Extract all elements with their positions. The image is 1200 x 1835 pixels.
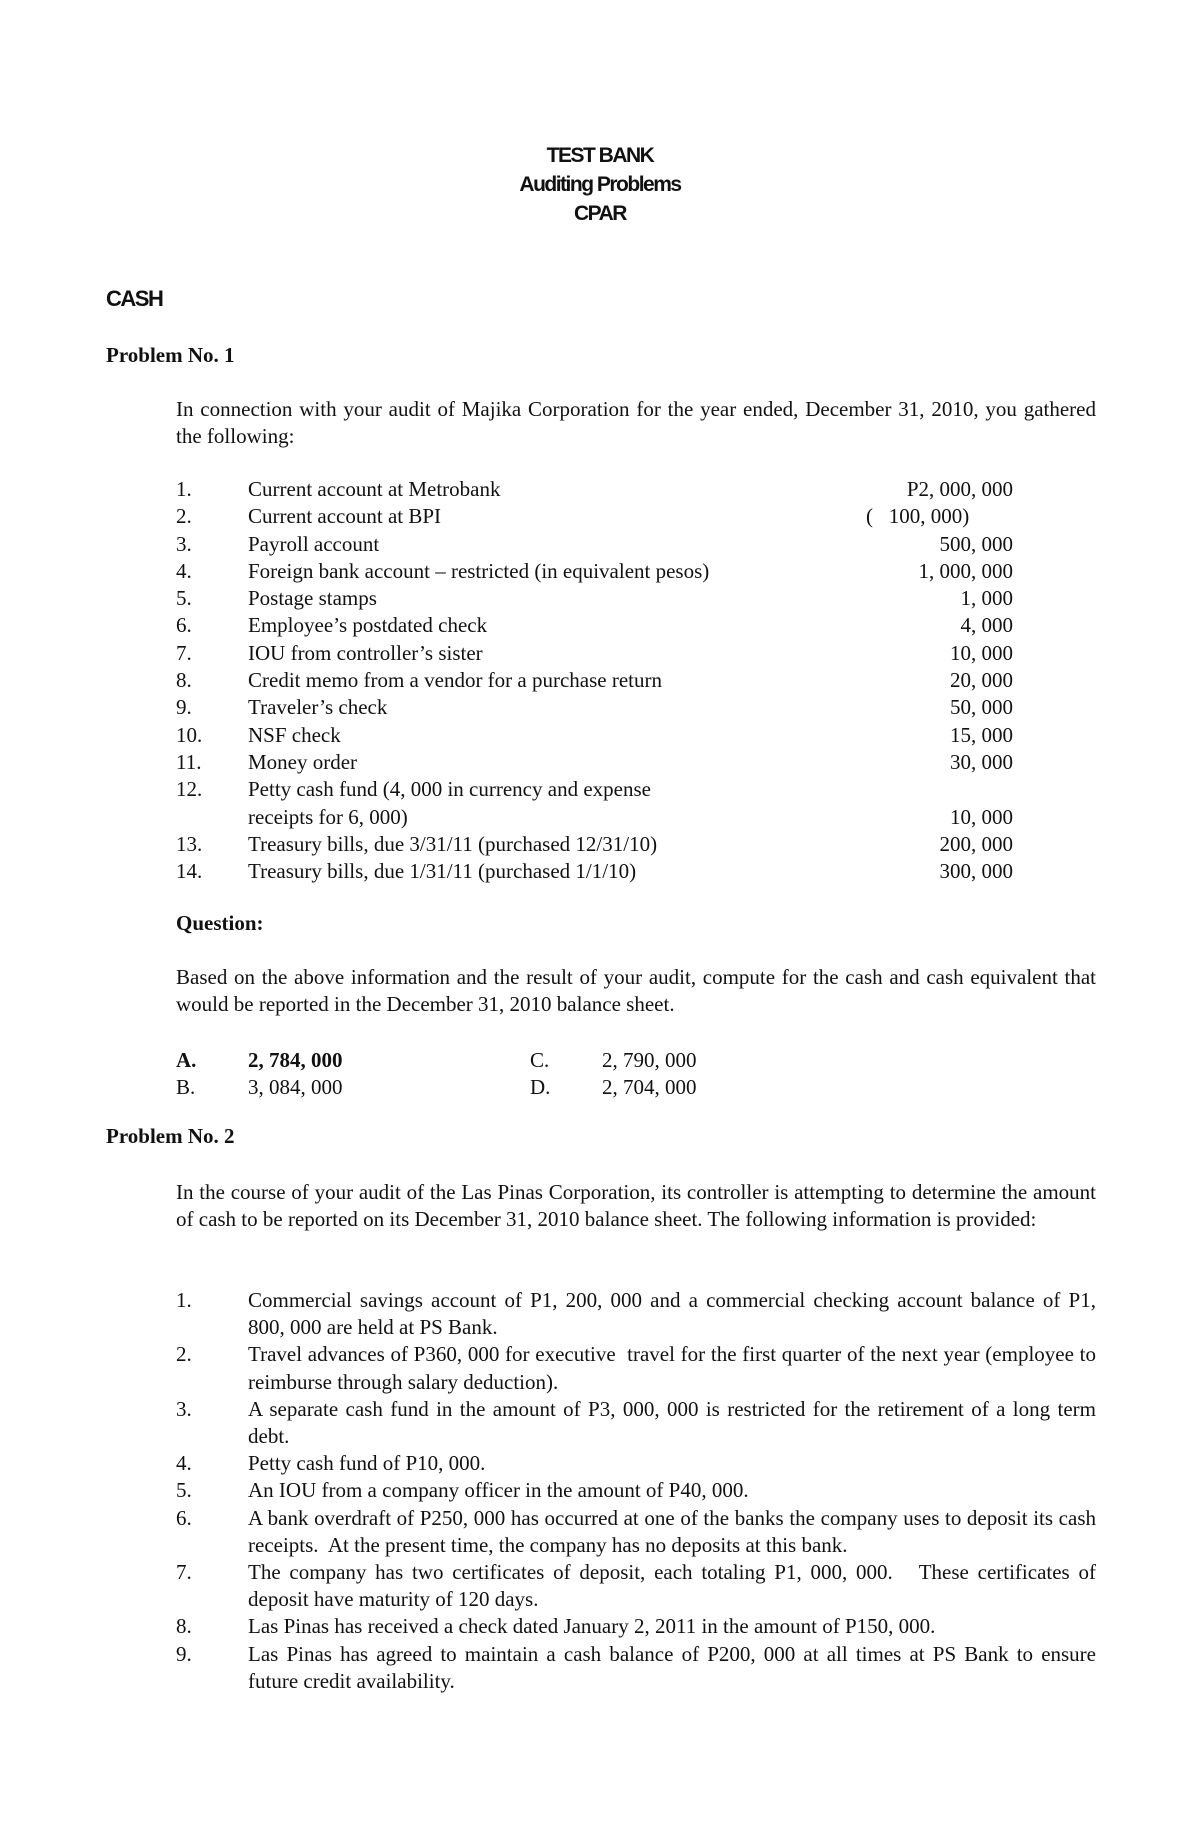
item-text: The company has two certificates of deposit, each totaling P1, 000, 000. These certificates of deposit have maturity of 120 days. xyxy=(248,1560,1102,1612)
list-item xyxy=(176,722,1096,749)
item-description: IOU from controller’s sister xyxy=(248,640,483,665)
choice-a-value: 2, 784, 000 xyxy=(248,1048,343,1072)
item-text: Travel advances of P360, 000 for executive travel for the first quarter of the next year (employee to reimburse through salary deduction). xyxy=(248,1342,1102,1394)
item-number xyxy=(176,804,248,831)
item-number: 12. xyxy=(176,777,203,802)
problem-1-intro: In connection with your audit of Majika Corporation for the year ended, December 31, 2010, you gathered the following: xyxy=(176,397,1096,448)
item-description: Payroll account xyxy=(248,531,380,556)
item-number: 14. xyxy=(176,859,203,884)
choice-c-letter: C. xyxy=(530,1048,550,1072)
item-text: Commercial savings account of P1, 200, 000 and a commercial checking account balance of P1, 800, 000 are held at PS Bank. xyxy=(248,1288,1102,1340)
choice-row xyxy=(176,1074,884,1101)
list-item xyxy=(176,1477,1096,1504)
list-item xyxy=(176,585,1096,612)
item-number: 2. xyxy=(176,1342,192,1367)
item-number: 3. xyxy=(176,531,192,556)
item-description: Petty cash fund (4, 000 in currency and expense xyxy=(248,777,651,802)
item-description: Credit memo from a vendor for a purchase return xyxy=(248,668,663,693)
choice-d-letter: D. xyxy=(530,1075,551,1099)
item-description: Treasury bills, due 1/31/11 (purchased 1/1/10) xyxy=(248,859,637,884)
item-amount: 10, 000 xyxy=(950,804,1013,829)
item-number: 7. xyxy=(176,1560,192,1585)
item-description: Traveler’s check xyxy=(248,695,388,720)
item-number: 10. xyxy=(176,722,203,747)
list-item xyxy=(176,1505,1102,1559)
list-item xyxy=(176,1450,1096,1477)
choice-row xyxy=(176,1047,884,1074)
list-item xyxy=(176,858,1096,885)
list-item xyxy=(176,1641,1102,1695)
list-item xyxy=(176,1613,1096,1640)
item-amount: P2, 000, 000 xyxy=(906,477,1013,501)
choice-d-value: 2, 704, 000 xyxy=(602,1075,697,1099)
question-text: Based on the above information and the result of your audit, compute for the cash and cash equivalent that would be reported in the December 31, 2010 balance sheet. xyxy=(176,965,1096,1016)
choice-a-letter: A. xyxy=(176,1048,197,1072)
item-amount: 20, 000 xyxy=(950,668,1013,693)
item-number: 6. xyxy=(176,1505,192,1530)
item-number: 11. xyxy=(176,749,202,774)
item-description: Treasury bills, due 3/31/11 (purchased 12/31/10) xyxy=(248,831,658,856)
header-title: TEST BANK xyxy=(546,144,654,167)
item-amount: ( 100, 000) xyxy=(866,504,970,529)
choice-c-value: 2, 790, 000 xyxy=(602,1048,697,1072)
choice-b-letter: B. xyxy=(176,1075,196,1099)
item-description: Current account at BPI xyxy=(248,504,442,529)
item-text: Las Pinas has received a check dated January 2, 2011 in the amount of P150, 000. xyxy=(248,1614,936,1639)
list-item xyxy=(176,531,1096,558)
item-amount: 200, 000 xyxy=(939,831,1013,856)
problem-1-items xyxy=(176,476,1096,885)
item-amount: 1, 000 xyxy=(960,586,1013,611)
list-item xyxy=(176,640,1096,667)
item-amount: 30, 000 xyxy=(950,749,1013,774)
item-number: 5. xyxy=(176,586,192,611)
list-item xyxy=(176,804,1096,831)
list-item xyxy=(176,503,1096,530)
problem-2-title: Problem No. 2 xyxy=(106,1124,235,1148)
item-number: 7. xyxy=(176,640,192,665)
list-item xyxy=(176,1396,1102,1450)
problem-1-title: Problem No. 1 xyxy=(106,343,235,367)
item-amount: 4, 000 xyxy=(960,613,1013,638)
list-item xyxy=(176,694,1096,721)
question-label: Question: xyxy=(176,911,264,935)
item-text: A separate cash fund in the amount of P3, 000, 000 is restricted for the retirement of a long term debt. xyxy=(248,1396,1102,1449)
item-amount: 1, 000, 000 xyxy=(918,558,1013,583)
item-amount: 10, 000 xyxy=(950,640,1013,665)
item-number: 6. xyxy=(176,613,192,638)
list-item xyxy=(176,831,1096,858)
item-number: 5. xyxy=(176,1478,192,1503)
item-text: An IOU from a company officer in the amount of P40, 000. xyxy=(248,1478,749,1503)
problem-2-intro: In the course of your audit of the Las Pinas Corporation, its controller is attempting to determine the amount of cash to be reported on its December 31, 2010 balance sheet. The following information is provided: xyxy=(176,1180,1096,1231)
header-subtitle: Auditing Problems xyxy=(519,173,681,196)
item-number: 3. xyxy=(176,1396,192,1421)
item-number: 1. xyxy=(176,1288,192,1312)
item-number: 13. xyxy=(176,831,203,856)
item-number: 9. xyxy=(176,1641,192,1666)
item-text: Petty cash fund of P10, 000. xyxy=(248,1451,486,1476)
problem-2-items xyxy=(176,1287,1102,1695)
item-amount: 50, 000 xyxy=(950,695,1013,720)
item-number: 9. xyxy=(176,695,192,720)
item-description: Foreign bank account – restricted (in equivalent pesos) xyxy=(248,558,710,583)
item-amount: 15, 000 xyxy=(950,722,1013,747)
list-item xyxy=(176,612,1096,639)
item-amount: 500, 000 xyxy=(939,531,1013,556)
list-item xyxy=(176,1341,1102,1395)
list-item xyxy=(176,476,1096,503)
item-description: Current account at Metrobank xyxy=(248,477,501,501)
item-number: 2. xyxy=(176,504,192,529)
list-item xyxy=(176,749,1096,776)
item-amount: 300, 000 xyxy=(939,859,1013,884)
list-item xyxy=(176,1559,1102,1613)
item-number: 1. xyxy=(176,477,192,501)
answer-choices xyxy=(176,1047,884,1101)
item-description: receipts for 6, 000) xyxy=(248,804,408,829)
item-number: 8. xyxy=(176,1614,192,1639)
document-header xyxy=(0,141,1200,228)
list-item xyxy=(176,776,1096,803)
list-item xyxy=(176,558,1096,585)
list-item xyxy=(176,667,1096,694)
item-text: A bank overdraft of P250, 000 has occurred at one of the banks the company uses to deposit its cash receipts. At the present time, the company has no deposits at this bank. xyxy=(248,1505,1102,1557)
section-title: CASH xyxy=(106,286,163,311)
list-item xyxy=(176,1287,1102,1341)
item-text: Las Pinas has agreed to maintain a cash balance of P200, 000 at all times at PS Bank to ensure future credit availability. xyxy=(248,1641,1102,1693)
choice-b-value: 3, 084, 000 xyxy=(248,1075,343,1099)
item-description: Postage stamps xyxy=(248,586,377,611)
item-number: 8. xyxy=(176,668,192,693)
item-description: Money order xyxy=(248,749,358,774)
item-number: 4. xyxy=(176,1451,192,1476)
header-exam: CPAR xyxy=(574,202,626,225)
item-description: Employee’s postdated check xyxy=(248,613,488,638)
item-number: 4. xyxy=(176,558,192,583)
item-description: NSF check xyxy=(248,722,341,747)
item-amount xyxy=(828,776,1013,803)
